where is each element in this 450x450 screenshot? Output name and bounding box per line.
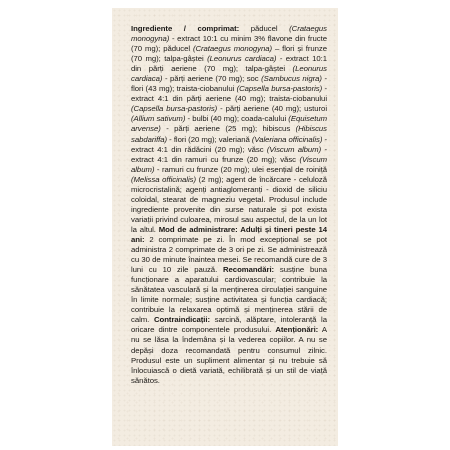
label-text-run: - extract 10:1 cu minim 3% flavone din fructe (70 mg); păducel bbox=[131, 34, 327, 54]
section-heading: Mod de administrare: Adulți și tineri peste 14 ani: bbox=[131, 224, 327, 244]
label-text-run: - flori (20 mg); valeriană bbox=[167, 134, 252, 144]
label-text-run: - părți aeriene (70 mg); soc bbox=[162, 74, 262, 84]
latin-name: (Viscum album) bbox=[131, 154, 327, 174]
label-text-run: - extract 4:1 din părți aeriene (40 mg); traista-ciobanului bbox=[131, 84, 327, 104]
section-heading: Atenționări: bbox=[275, 325, 319, 335]
label-text-block bbox=[131, 24, 327, 386]
label-text-run: susține buna funcționare a aparatului cardiovascular; contribuie la sănătatea vasculară și la menținerea circulației sanguine în limite normale; susține activitatea și funcția cardiacă; contribuie la relaxarea optimă și menținerea stării de calm. bbox=[131, 265, 327, 325]
section-heading: Contraindicații: bbox=[154, 315, 211, 325]
latin-name: (Equisetum arvense) bbox=[131, 114, 327, 134]
latin-name: (Leonurus cardiaca) bbox=[207, 54, 277, 64]
label-text-run: – flori și frunze (70 mg); talpa-gâștei bbox=[131, 44, 327, 64]
label-text-run: - ramuri cu frunze (20 mg); ulei esențial de roiniță bbox=[154, 164, 327, 174]
latin-name: (Leonurus cardiaca) bbox=[131, 64, 327, 84]
latin-name: (Crataegus monogyna) bbox=[131, 24, 327, 44]
product-label bbox=[112, 8, 338, 446]
latin-name: (Melissa officinalis) bbox=[131, 174, 196, 184]
label-text-run: 2 comprimate pe zi. În mod excepțional se pot administra 2 comprimate de 3 ori pe zi. Se administrează cu 30 de minute înaintea mesei. Se recomandă cure de 3 luni cu 10 zile pauză. bbox=[131, 234, 327, 275]
latin-name: (Valeriana officinalis) bbox=[251, 134, 323, 144]
latin-name: (Hibiscus sabdariffa) bbox=[131, 124, 327, 144]
label-text-run: - extract 4:1 din ramuri cu frunze (20 mg); văsc bbox=[131, 144, 327, 164]
latin-name: (Capsella bursa-pastoris) bbox=[236, 84, 323, 94]
label-text-run: A nu se lăsa la îndemâna și la vederea copiilor. A nu se depăși doza recomandată pentru consumul zilnic. Produsul este un supliment alimentar și nu trebuie să înlocuiască o dietă variată, echilibrată și un stil de viață sănătos. bbox=[131, 325, 328, 385]
latin-name: (Capsella bursa-pastoris) bbox=[131, 104, 218, 114]
section-heading: Ingrediente / comprimat: bbox=[131, 24, 240, 33]
label-text-run: - flori (43 mg); traista-ciobanului bbox=[131, 74, 327, 94]
section-heading: Recomandări: bbox=[223, 265, 275, 275]
latin-name: (Crataegus monogyna) bbox=[192, 44, 273, 54]
label-text-run: - părți aeriene (25 mg); hibiscus bbox=[160, 124, 296, 134]
label-text-run: - extract 4:1 din rădăcini (20 mg); văsc bbox=[131, 134, 327, 154]
label-text-run: - bulbi (40 mg); coada-calului bbox=[185, 114, 289, 124]
label-text-run: sarcină, alăptare, intoleranță la oricare dintre componentele produsului. bbox=[131, 315, 327, 335]
latin-name: (Viscum album) bbox=[266, 144, 322, 154]
label-text-run: - părți aeriene (40 mg); usturoi bbox=[217, 104, 327, 114]
label-text-run: - extract 10:1 din părți aeriene (70 mg); talpa-gâștei bbox=[131, 54, 327, 74]
latin-name: (Sambucus nigra) bbox=[261, 74, 322, 84]
latin-name: (Allium sativum) bbox=[131, 114, 186, 124]
label-text-run: (2 mg); agent de încărcare - celuloză microcristalină; agenți antiaglomeranți - dioxid de siliciu coloidal, stearat de magneziu vegetal. Produsul include ingrediente provenite din surse naturale și pot exista variații privind culoarea, mirosul sau aspectul, de la un lot la altul. bbox=[131, 174, 327, 234]
label-text-run: păducel bbox=[239, 24, 290, 33]
